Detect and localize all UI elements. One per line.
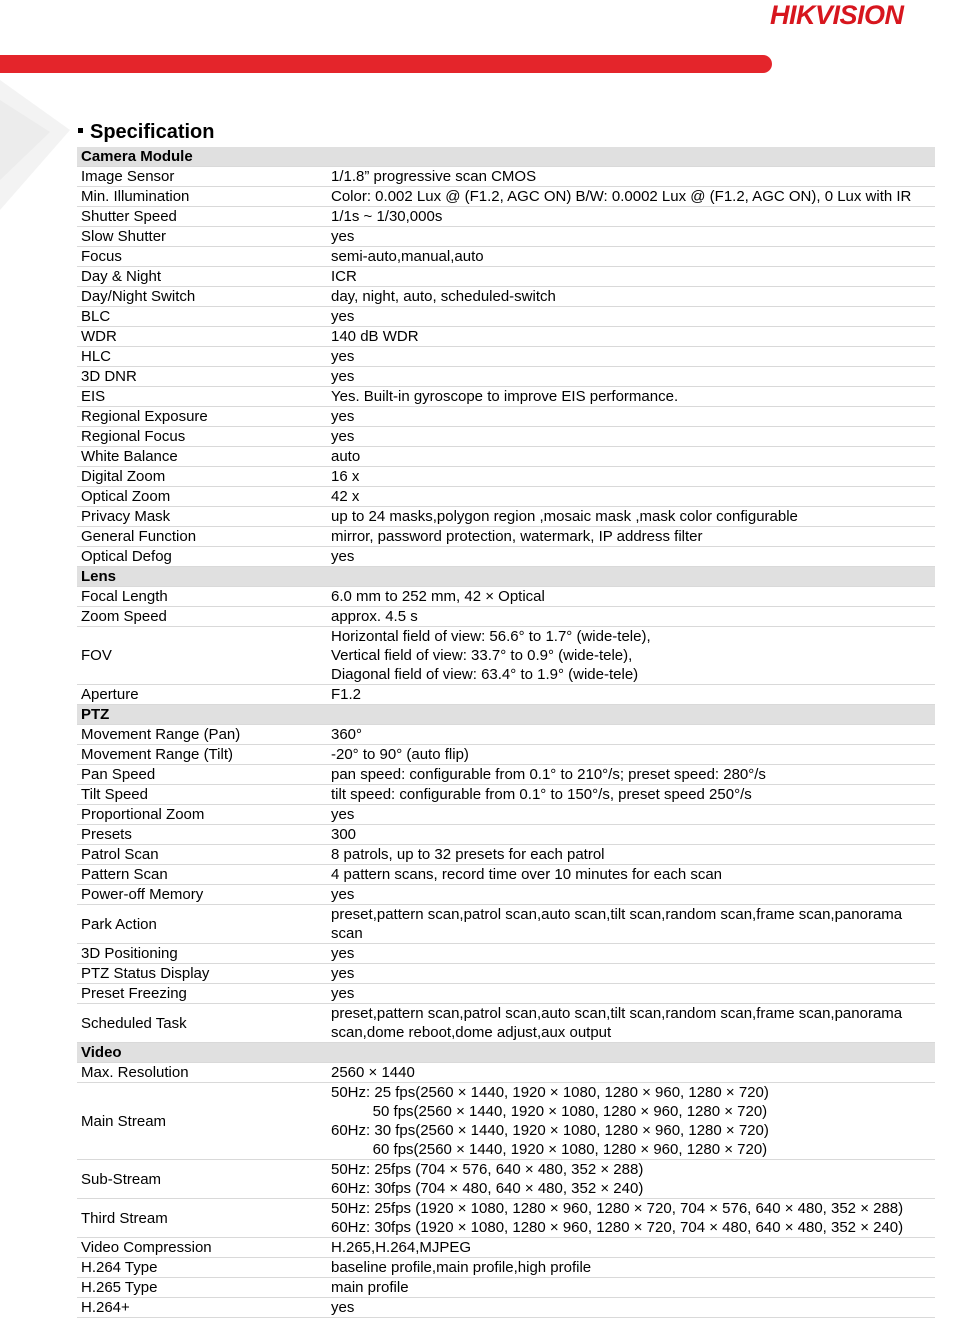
section-title: Camera Module	[77, 147, 935, 167]
spec-row	[77, 407, 935, 427]
spec-row	[77, 845, 935, 865]
spec-value	[323, 287, 935, 307]
spec-row	[77, 627, 935, 685]
spec-value-line: approx. 4.5 s	[331, 608, 418, 625]
spec-key: Third Stream	[77, 1199, 323, 1238]
spec-value-line: Color: 0.002 Lux @ (F1.2, AGC ON) B/W: 0.0002 Lux @ (F1.2, AGC ON), 0 Lux with IR	[331, 188, 912, 205]
spec-value-line: F1.2	[331, 686, 362, 703]
spec-value	[323, 765, 935, 785]
spec-value-line: auto	[331, 448, 361, 465]
section-title: Lens	[77, 567, 935, 587]
spec-key: Day/Night Switch	[77, 287, 323, 307]
spec-value-line: Vertical field of view: 33.7° to 0.9° (wide-tele),	[331, 647, 633, 664]
spec-row	[77, 725, 935, 745]
spec-key: FOV	[77, 627, 323, 685]
spec-value-line: day, night, auto, scheduled-switch	[331, 288, 556, 305]
spec-heading	[78, 119, 214, 145]
spec-key: Slow Shutter	[77, 227, 323, 247]
spec-value-line: yes	[331, 965, 355, 982]
spec-row	[77, 507, 935, 527]
spec-row	[77, 944, 935, 964]
spec-row	[77, 1258, 935, 1278]
spec-key: Min. Illumination	[77, 187, 323, 207]
spec-value-line: yes	[331, 886, 355, 903]
spec-value	[323, 905, 935, 944]
spec-value	[323, 1258, 935, 1278]
spec-value	[323, 1063, 935, 1083]
spec-value-line: yes	[331, 945, 355, 962]
spec-value-line: semi-auto,manual,auto	[331, 248, 484, 265]
spec-key: Power-off Memory	[77, 885, 323, 905]
spec-key: H.264 Type	[77, 1258, 323, 1278]
spec-value	[323, 247, 935, 267]
spec-key: Image Sensor	[77, 167, 323, 187]
spec-row	[77, 745, 935, 765]
spec-value	[323, 825, 935, 845]
spec-key: Scheduled Task	[77, 1004, 323, 1043]
watermark-graphic	[0, 70, 75, 220]
spec-row	[77, 347, 935, 367]
spec-row	[77, 1063, 935, 1083]
spec-value	[323, 207, 935, 227]
spec-value	[323, 725, 935, 745]
spec-key: Park Action	[77, 905, 323, 944]
spec-value-line: yes	[331, 408, 355, 425]
spec-key: White Balance	[77, 447, 323, 467]
spec-key: 3D DNR	[77, 367, 323, 387]
spec-value-line: scan,dome reboot,dome adjust,aux output	[331, 1024, 612, 1041]
spec-row	[77, 1298, 935, 1318]
spec-row	[77, 387, 935, 407]
spec-value-line: Diagonal field of view: 63.4° to 1.9° (wide-tele)	[331, 666, 639, 683]
spec-row	[77, 327, 935, 347]
spec-key: Regional Exposure	[77, 407, 323, 427]
spec-value-line: 60Hz: 30 fps(2560 × 1440, 1920 × 1080, 1280 × 960, 1280 × 720)	[331, 1122, 769, 1139]
spec-value-line: Yes. Built-in gyroscope to improve EIS performance.	[331, 388, 679, 405]
spec-key: Shutter Speed	[77, 207, 323, 227]
spec-key: Main Stream	[77, 1083, 323, 1160]
header-accent-bar	[0, 55, 772, 73]
spec-row	[77, 487, 935, 507]
spec-value-line: yes	[331, 348, 355, 365]
spec-value-line: yes	[331, 228, 355, 245]
spec-row	[77, 547, 935, 567]
spec-value	[323, 187, 935, 207]
spec-value	[323, 785, 935, 805]
spec-value-line: 1/1.8” progressive scan CMOS	[331, 168, 537, 185]
spec-key: General Function	[77, 527, 323, 547]
spec-value-line: 2560 × 1440	[331, 1064, 415, 1081]
spec-key: Movement Range (Pan)	[77, 725, 323, 745]
spec-value-line: preset,pattern scan,patrol scan,auto scan,tilt scan,random scan,frame scan,panorama	[331, 906, 903, 923]
spec-value	[323, 1238, 935, 1258]
spec-value-line: 140 dB WDR	[331, 328, 419, 345]
spec-value	[323, 1160, 935, 1199]
hikvision-logo: HIKVISION	[770, 0, 904, 30]
spec-row	[77, 905, 935, 944]
spec-value-line: 50Hz: 25fps (1920 × 1080, 1280 × 960, 1280 × 720, 704 × 576, 640 × 480, 352 × 288)	[331, 1200, 904, 1217]
spec-row	[77, 964, 935, 984]
spec-key: Aperture	[77, 685, 323, 705]
spec-value	[323, 1278, 935, 1298]
spec-value-line: 4 pattern scans, record time over 10 minutes for each scan	[331, 866, 723, 883]
spec-key: Regional Focus	[77, 427, 323, 447]
spec-value	[323, 227, 935, 247]
spec-value-line: yes	[331, 806, 355, 823]
spec-value	[323, 307, 935, 327]
section-header-row	[77, 705, 935, 725]
spec-heading-text: Specification	[90, 121, 215, 143]
spec-value	[323, 1298, 935, 1318]
spec-value-line: pan speed: configurable from 0.1° to 210°/s; preset speed: 280°/s	[331, 766, 766, 783]
spec-value-line: 60Hz: 30fps (1920 × 1080, 1280 × 960, 1280 × 720, 704 × 480, 640 × 480, 352 × 240)	[331, 1219, 904, 1236]
spec-key: Presets	[77, 825, 323, 845]
spec-row	[77, 427, 935, 447]
spec-key: Focal Length	[77, 587, 323, 607]
spec-value-line: 300	[331, 826, 357, 843]
section-title: Video	[77, 1043, 935, 1063]
spec-key: Privacy Mask	[77, 507, 323, 527]
spec-key: H.265 Type	[77, 1278, 323, 1298]
spec-value-line: yes	[331, 548, 355, 565]
spec-value	[323, 167, 935, 187]
section-title: PTZ	[77, 705, 935, 725]
spec-key: Patrol Scan	[77, 845, 323, 865]
spec-row	[77, 447, 935, 467]
spec-key: Video Compression	[77, 1238, 323, 1258]
spec-value	[323, 267, 935, 287]
spec-value	[323, 964, 935, 984]
spec-row	[77, 1083, 935, 1160]
spec-value-line: preset,pattern scan,patrol scan,auto scan,tilt scan,random scan,frame scan,panorama	[331, 1005, 903, 1022]
spec-value-line: 50Hz: 25 fps(2560 × 1440, 1920 × 1080, 1280 × 960, 1280 × 720)	[331, 1084, 769, 1101]
section-header-row	[77, 147, 935, 167]
spec-key: Movement Range (Tilt)	[77, 745, 323, 765]
spec-row	[77, 587, 935, 607]
spec-row	[77, 1004, 935, 1043]
spec-row	[77, 825, 935, 845]
spec-row	[77, 247, 935, 267]
spec-value-line: tilt speed: configurable from 0.1° to 150°/s, preset speed 250°/s	[331, 786, 752, 803]
spec-key: HLC	[77, 347, 323, 367]
spec-row	[77, 865, 935, 885]
spec-value-line: 42 x	[331, 488, 360, 505]
spec-value-line: baseline profile,main profile,high profile	[331, 1259, 592, 1276]
spec-value	[323, 805, 935, 825]
spec-value-line: mirror, password protection, watermark, IP address filter	[331, 528, 703, 545]
spec-row	[77, 607, 935, 627]
spec-key: Pattern Scan	[77, 865, 323, 885]
spec-table	[77, 147, 935, 1318]
spec-value	[323, 507, 935, 527]
spec-value	[323, 944, 935, 964]
spec-key: 3D Positioning	[77, 944, 323, 964]
spec-row	[77, 1238, 935, 1258]
spec-row	[77, 187, 935, 207]
spec-row	[77, 765, 935, 785]
spec-value-line: 16 x	[331, 468, 360, 485]
spec-value	[323, 984, 935, 1004]
spec-value	[323, 407, 935, 427]
spec-key: WDR	[77, 327, 323, 347]
spec-row	[77, 207, 935, 227]
spec-row	[77, 1199, 935, 1238]
spec-value-line: yes	[331, 985, 355, 1002]
spec-value	[323, 607, 935, 627]
spec-key: Sub-Stream	[77, 1160, 323, 1199]
bullet-icon	[78, 128, 83, 133]
spec-key: BLC	[77, 307, 323, 327]
spec-row	[77, 267, 935, 287]
spec-row	[77, 685, 935, 705]
spec-value	[323, 1004, 935, 1043]
section-header-row	[77, 1043, 935, 1063]
spec-key: Digital Zoom	[77, 467, 323, 487]
spec-row	[77, 467, 935, 487]
spec-key: Day & Night	[77, 267, 323, 287]
spec-row	[77, 227, 935, 247]
spec-row	[77, 885, 935, 905]
spec-key: Optical Zoom	[77, 487, 323, 507]
spec-value-line: 50 fps(2560 × 1440, 1920 × 1080, 1280 × 960, 1280 × 720)	[331, 1103, 768, 1120]
spec-value	[323, 685, 935, 705]
spec-key: Preset Freezing	[77, 984, 323, 1004]
spec-value	[323, 367, 935, 387]
spec-key: Pan Speed	[77, 765, 323, 785]
spec-key: Optical Defog	[77, 547, 323, 567]
spec-value-line: up to 24 masks,polygon region ,mosaic mask ,mask color configurable	[331, 508, 798, 525]
spec-value	[323, 845, 935, 865]
spec-key: PTZ Status Display	[77, 964, 323, 984]
spec-row	[77, 307, 935, 327]
spec-value-line: main profile	[331, 1279, 409, 1296]
spec-value	[323, 327, 935, 347]
spec-value-line: scan	[331, 925, 363, 942]
spec-value	[323, 347, 935, 367]
spec-key: Focus	[77, 247, 323, 267]
spec-value-line: 50Hz: 25fps (704 × 576, 640 × 480, 352 × 288)	[331, 1161, 644, 1178]
spec-value-line: 6.0 mm to 252 mm, 42 × Optical	[331, 588, 545, 605]
spec-table-body	[77, 147, 935, 1318]
spec-key: EIS	[77, 387, 323, 407]
spec-value-line: H.265,H.264,MJPEG	[331, 1239, 472, 1256]
spec-value	[323, 587, 935, 607]
spec-value	[323, 447, 935, 467]
spec-value-line: ICR	[331, 268, 357, 285]
spec-value	[323, 1083, 935, 1160]
spec-value-line: yes	[331, 1299, 355, 1316]
spec-value-line: 60 fps(2560 × 1440, 1920 × 1080, 1280 × 960, 1280 × 720)	[331, 1141, 768, 1158]
spec-key: Tilt Speed	[77, 785, 323, 805]
spec-row	[77, 1278, 935, 1298]
spec-value	[323, 627, 935, 685]
spec-value	[323, 745, 935, 765]
spec-row	[77, 367, 935, 387]
spec-row	[77, 287, 935, 307]
spec-value	[323, 885, 935, 905]
spec-row	[77, 785, 935, 805]
spec-value	[323, 467, 935, 487]
spec-key: Max. Resolution	[77, 1063, 323, 1083]
spec-row	[77, 167, 935, 187]
spec-value	[323, 487, 935, 507]
spec-value	[323, 387, 935, 407]
spec-key: H.264+	[77, 1298, 323, 1318]
spec-value-line: -20° to 90° (auto flip)	[331, 746, 469, 763]
spec-key: Zoom Speed	[77, 607, 323, 627]
spec-value-line: 1/1s ~ 1/30,000s	[331, 208, 443, 225]
spec-value-line: yes	[331, 428, 355, 445]
spec-value	[323, 865, 935, 885]
spec-row	[77, 527, 935, 547]
spec-value	[323, 1199, 935, 1238]
section-header-row	[77, 567, 935, 587]
spec-value-line: yes	[331, 308, 355, 325]
spec-value-line: 60Hz: 30fps (704 × 480, 640 × 480, 352 × 240)	[331, 1180, 644, 1197]
spec-value-line: 8 patrols, up to 32 presets for each patrol	[331, 846, 605, 863]
spec-value-line: Horizontal field of view: 56.6° to 1.7° (wide-tele),	[331, 628, 651, 645]
spec-value-line: 360°	[331, 726, 363, 743]
spec-key: Proportional Zoom	[77, 805, 323, 825]
spec-row	[77, 984, 935, 1004]
spec-row	[77, 1160, 935, 1199]
spec-row	[77, 805, 935, 825]
spec-value-line: yes	[331, 368, 355, 385]
spec-value	[323, 547, 935, 567]
spec-value	[323, 527, 935, 547]
spec-value	[323, 427, 935, 447]
